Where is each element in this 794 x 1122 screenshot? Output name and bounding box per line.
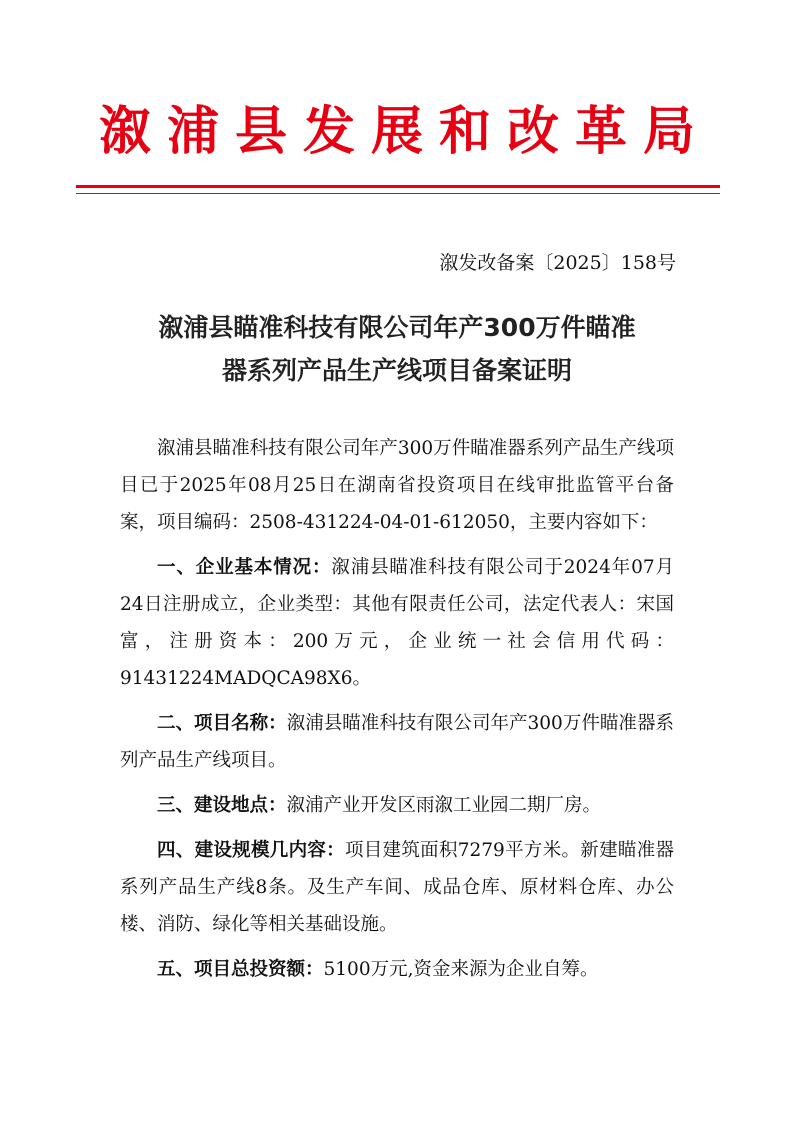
section-1-text: 溆浦县瞄准科技有限公司于2024年07月24日注册成立，企业类型：其他有限责任公司，法定代表人：宋国富，注册资本：200万元，企业统一社会信用代码：91431224MADQCA98X6。 (120, 557, 674, 689)
masthead-rule-thin (76, 193, 720, 194)
intro-paragraph: 溆浦县瞄准科技有限公司年产300万件瞄准器系列产品生产线项目已于2025年08月25日在湖南省投资项目在线审批监管平台备案，项目编码：2508-431224-04-01-612050，主要内容如下： (120, 438, 674, 533)
masthead-rule-thick (76, 185, 720, 188)
section-5 (120, 951, 674, 988)
section-4-text: 项目建筑面积7279平方米。新建瞄准器系列产品生产线8条。及生产车间、成品仓库、原材料仓库、办公楼、消防、绿化等相关基础设施。 (120, 840, 674, 935)
section-5-text: 5100万元,资金来源为企业自筹。 (323, 959, 599, 980)
section-5-label: 五、项目总投资额： (157, 959, 324, 980)
section-1 (120, 549, 674, 697)
section-2-label: 二、项目名称： (157, 713, 287, 734)
document-title (110, 306, 684, 392)
section-2-text: 溆浦县瞄准科技有限公司年产300万件瞄准器系列产品生产线项目。 (120, 713, 674, 771)
section-3-label: 三、建设地点： (157, 795, 287, 816)
section-4 (120, 832, 674, 943)
section-3-text: 溆浦产业开发区雨溆工业园二期厂房。 (286, 795, 602, 816)
section-4-label: 四、建设规模几内容： (157, 840, 345, 861)
section-3 (120, 787, 674, 824)
section-1-label: 一、企业基本情况： (157, 557, 332, 578)
agency-masthead: 溆浦县发展和改革局 (98, 102, 711, 162)
document-body (120, 430, 674, 996)
title-line-1: 溆浦县瞄准科技有限公司年产300万件瞄准 (158, 313, 636, 342)
document-number: 溆发改备案〔2025〕158号 (439, 252, 676, 274)
section-2 (120, 705, 674, 779)
title-line-2: 器系列产品生产线项目备案证明 (221, 356, 572, 385)
